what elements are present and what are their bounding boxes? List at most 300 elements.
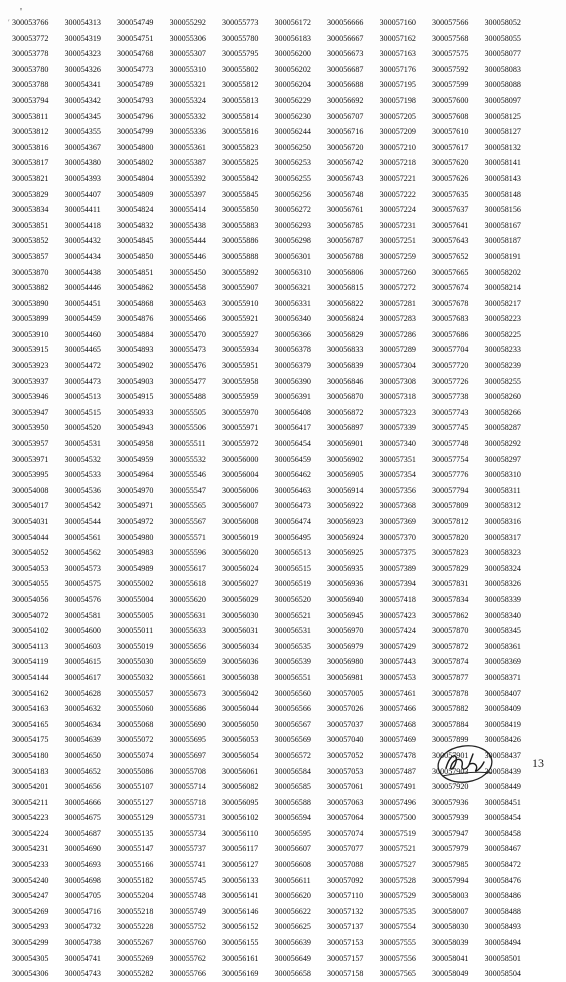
roll-number-cell: 300057575 — [432, 49, 469, 59]
roll-number-cell: 300055970 — [222, 407, 259, 417]
roll-number-cell: 300056117 — [222, 844, 259, 854]
roll-number-cell: 300055631 — [169, 610, 206, 620]
roll-number-cell: 300057491 — [379, 782, 416, 792]
roll-number-cell: 300056298 — [274, 236, 311, 246]
roll-number-cell: 300055697 — [169, 750, 206, 760]
roll-number-cell: 300055731 — [169, 813, 206, 823]
roll-number-cell: 300054617 — [64, 672, 101, 682]
roll-number-cell: 300057643 — [432, 236, 469, 246]
roll-number-cell: 300056102 — [222, 813, 259, 823]
roll-number-cell: 300055695 — [169, 735, 206, 745]
roll-number-cell: 300053772 — [12, 33, 49, 43]
roll-number-cell: 300057903 — [432, 766, 469, 776]
roll-number-cell: 300058287 — [484, 423, 521, 433]
roll-number-cell: 300057674 — [432, 283, 469, 293]
roll-number-cell: 300058187 — [484, 236, 521, 246]
roll-number-cell: 300054845 — [117, 236, 154, 246]
roll-number-cell: 300054233 — [12, 860, 49, 870]
roll-number-cell: 300057568 — [432, 33, 469, 43]
roll-number-cell: 300057037 — [327, 719, 364, 729]
roll-number-cell: 300057877 — [432, 672, 469, 682]
top-mark: ' — [20, 6, 22, 18]
roll-number-cell: 300056673 — [327, 49, 364, 59]
roll-number-cell: 300057224 — [379, 205, 416, 215]
roll-number-cell: 300056649 — [274, 953, 311, 963]
roll-number-cell: 300056761 — [327, 205, 364, 215]
roll-number-cell: 300054972 — [117, 517, 154, 526]
roll-number-cell: 300056019 — [222, 532, 259, 542]
roll-number-cell: 300056707 — [327, 111, 364, 121]
roll-number-cell: 300057251 — [379, 236, 416, 246]
roll-number-cell: 300057453 — [379, 672, 416, 682]
roll-number-cell: 300055959 — [222, 392, 259, 402]
roll-number-cell: 300058504 — [484, 969, 521, 979]
roll-number-cell: 300056331 — [274, 298, 311, 308]
roll-number-cell: 300056459 — [274, 454, 311, 464]
roll-number-cell: 300057478 — [379, 750, 416, 760]
roll-number-cell: 300055463 — [169, 298, 206, 308]
roll-number-cell: 300055446 — [169, 251, 206, 261]
roll-number-cell: 300057323 — [379, 407, 416, 417]
roll-number-cell: 300055690 — [169, 719, 206, 729]
roll-number-cell: 300058266 — [484, 407, 521, 417]
roll-number-cell: 300057222 — [379, 189, 416, 199]
roll-number-cell: 300057812 — [432, 517, 469, 526]
roll-number-cell: 300054180 — [12, 750, 49, 760]
roll-number-cell: 300058003 — [432, 891, 469, 901]
roll-number-cell: 300055571 — [169, 532, 206, 542]
roll-number-cell: 300057920 — [432, 782, 469, 792]
roll-number-cell: 300057468 — [379, 719, 416, 729]
roll-number-cell: 300054319 — [64, 33, 101, 43]
roll-number-cell: 300058132 — [484, 142, 521, 152]
roll-number-cell: 300057195 — [379, 80, 416, 90]
roll-number-cell: 300054876 — [117, 314, 154, 324]
roll-number-cell: 300055814 — [222, 111, 259, 121]
roll-number-cell: 300055004 — [117, 594, 154, 604]
roll-number-cell: 300056870 — [327, 392, 364, 402]
roll-number-cell: 300057874 — [432, 657, 469, 667]
roll-number-cell: 300054804 — [117, 173, 154, 183]
roll-number-cell: 300054959 — [117, 454, 154, 464]
roll-number-cell: 300055321 — [169, 80, 206, 90]
roll-number-cell: 300058202 — [484, 267, 521, 277]
roll-number-cell: 300056004 — [222, 470, 259, 480]
roll-number-cell: 300056905 — [327, 470, 364, 480]
roll-number-cell: 300055921 — [222, 314, 259, 324]
roll-number-cell: 300056256 — [274, 189, 311, 199]
roll-number-cell: 300056785 — [327, 220, 364, 230]
roll-number-cell: 300055361 — [169, 142, 206, 152]
roll-number-cell: 300057289 — [379, 345, 416, 355]
roll-number-cell: 300054451 — [64, 298, 101, 308]
roll-number-cell: 300057209 — [379, 127, 416, 137]
roll-number-cell: 300055307 — [169, 49, 206, 59]
roll-number-cell: 300054211 — [12, 797, 49, 807]
roll-number-cell: 300054536 — [64, 485, 101, 495]
roll-number-cell: 300055673 — [169, 688, 206, 698]
roll-number-cell: 300056463 — [274, 485, 311, 495]
roll-number-cell: 300054903 — [117, 376, 154, 386]
roll-number-cell: 300056901 — [327, 439, 364, 449]
roll-number-cell: 300055450 — [169, 267, 206, 277]
roll-number-cell: 300057210 — [379, 142, 416, 152]
roll-number-cell: 300058125 — [484, 111, 521, 121]
roll-number-cell: 300058371 — [484, 672, 521, 682]
roll-number-cell: 300054102 — [12, 626, 49, 636]
roll-number-cell: 300057556 — [379, 953, 416, 963]
roll-number-cell: 300057884 — [432, 719, 469, 729]
roll-number-cell: 300054052 — [12, 548, 49, 558]
roll-number-cell: 300055546 — [169, 470, 206, 480]
roll-number-cell: 300057566 — [432, 18, 469, 27]
roll-number-cell: 300057259 — [379, 251, 416, 261]
roll-number-cell: 300056391 — [274, 392, 311, 402]
roll-number-cell: 300056980 — [327, 657, 364, 667]
roll-number-cell: 300057686 — [432, 329, 469, 339]
roll-number-cell: 300054690 — [64, 844, 101, 854]
roll-number-cell: 300055002 — [117, 579, 154, 589]
roll-number-cell: 300054964 — [117, 470, 154, 480]
roll-number-cell: 300056922 — [327, 501, 364, 511]
roll-number-cell: 300056390 — [274, 376, 311, 386]
roll-number-cell: 300058439 — [484, 766, 521, 776]
roll-number-cell: 300054411 — [64, 205, 101, 215]
roll-number-cell: 300058041 — [432, 953, 469, 963]
roll-number-cell: 300057205 — [379, 111, 416, 121]
roll-number-cell: 300056495 — [274, 532, 311, 542]
roll-number-cell: 300055032 — [117, 672, 154, 682]
roll-number-cell: 300054055 — [12, 579, 49, 589]
roll-number-cell: 300053817 — [12, 158, 49, 168]
roll-number-cell: 300056588 — [274, 797, 311, 807]
roll-number-cell: 300057870 — [432, 626, 469, 636]
roll-number-cell: 300053971 — [12, 454, 49, 464]
roll-number-cell: 300055505 — [169, 407, 206, 417]
roll-number-cell: 300056029 — [222, 594, 259, 604]
roll-number-cell: 300054446 — [64, 283, 101, 293]
roll-number-cell: 300055958 — [222, 376, 259, 386]
roll-number-cell: 300057088 — [327, 860, 364, 870]
roll-number-cell: 300054562 — [64, 548, 101, 558]
roll-number-cell: 300054666 — [64, 797, 101, 807]
roll-number-cell: 300057823 — [432, 548, 469, 558]
roll-number-cell: 300056788 — [327, 251, 364, 261]
roll-number-cell: 300057592 — [432, 64, 469, 74]
roll-number-cell: 300057985 — [432, 860, 469, 870]
roll-number-cell: 300058214 — [484, 283, 521, 293]
roll-number-cell: 300055057 — [117, 688, 154, 698]
roll-number-cell: 300054031 — [12, 517, 49, 526]
roll-number-cell: 300055292 — [169, 18, 206, 27]
roll-number-cell: 300057519 — [379, 828, 416, 838]
roll-number-cell: 300055107 — [117, 782, 154, 792]
roll-number-cell: 300053778 — [12, 49, 49, 59]
roll-number-cell: 300055888 — [222, 251, 259, 261]
roll-number-cell: 300055414 — [169, 205, 206, 215]
roll-number-cell: 300056521 — [274, 610, 311, 620]
roll-number-cell: 300056204 — [274, 80, 311, 90]
roll-number-cell: 300058007 — [432, 906, 469, 916]
roll-number-cell: 300055620 — [169, 594, 206, 604]
roll-number-cell: 300054162 — [12, 688, 49, 698]
roll-number-cell: 300057829 — [432, 563, 469, 573]
roll-number-cell: 300053870 — [12, 267, 49, 277]
roll-number-cell: 300054053 — [12, 563, 49, 573]
roll-number-cell: 300055892 — [222, 267, 259, 277]
roll-number-cell: 300053766 — [12, 18, 49, 27]
roll-number-cell: 300056743 — [327, 173, 364, 183]
roll-number-cell: 300056082 — [222, 782, 259, 792]
roll-number-cell: 300055458 — [169, 283, 206, 293]
roll-number-cell: 300054515 — [64, 407, 101, 417]
roll-number-cell: 300054542 — [64, 501, 101, 511]
roll-number-cell: 300057608 — [432, 111, 469, 121]
roll-number-cell: 300057565 — [379, 969, 416, 979]
roll-number-cell: 300055129 — [117, 813, 154, 823]
roll-number-cell: 300057272 — [379, 283, 416, 293]
roll-number-cell: 300056229 — [274, 95, 311, 105]
roll-number-cell: 300055228 — [117, 922, 154, 932]
roll-number-cell: 300054675 — [64, 813, 101, 823]
roll-number-cell: 300053857 — [12, 251, 49, 261]
roll-number-cell: 300057351 — [379, 454, 416, 464]
roll-number-cell: 300054615 — [64, 657, 101, 667]
roll-number-cell: 300056846 — [327, 376, 364, 386]
roll-number-cell: 300057535 — [379, 906, 416, 916]
roll-number-cell: 300055907 — [222, 283, 259, 293]
roll-number-cell: 300054393 — [64, 173, 101, 183]
roll-number-cell: 300058049 — [432, 969, 469, 979]
roll-number-cell: 300054183 — [12, 766, 49, 776]
roll-number-cell: 300057726 — [432, 376, 469, 386]
roll-number-cell: 300058167 — [484, 220, 521, 230]
roll-number-cell: 300056658 — [274, 969, 311, 979]
roll-number-cell: 300056462 — [274, 470, 311, 480]
roll-number-cell: 300054531 — [64, 439, 101, 449]
roll-number-cell: 300056024 — [222, 563, 259, 573]
roll-number-cell: 300055813 — [222, 95, 259, 105]
roll-number-cell: 300054773 — [117, 64, 154, 74]
roll-number-cell: 300054650 — [64, 750, 101, 760]
roll-number-cell: 300057218 — [379, 158, 416, 168]
roll-number-cell: 300055476 — [169, 361, 206, 371]
roll-number-cell: 300057469 — [379, 735, 416, 745]
roll-number-cell: 300057375 — [379, 548, 416, 558]
roll-number-cell: 300055565 — [169, 501, 206, 511]
roll-number-cell: 300057882 — [432, 704, 469, 714]
roll-number-cell: 300058088 — [484, 80, 521, 90]
roll-number-cell: 300058127 — [484, 127, 521, 137]
roll-number-cell: 300055324 — [169, 95, 206, 105]
roll-number-cell: 300057617 — [432, 142, 469, 152]
roll-number-cell: 300058486 — [484, 891, 521, 901]
roll-number-cell: 300056806 — [327, 267, 364, 277]
roll-number-cell: 300054017 — [12, 501, 49, 511]
roll-number-cell: 300057521 — [379, 844, 416, 854]
roll-number-cell: 300056787 — [327, 236, 364, 246]
roll-number-cell: 300057487 — [379, 766, 416, 776]
roll-number-cell: 300058310 — [484, 470, 521, 480]
roll-number-cell: 300058458 — [484, 828, 521, 838]
roll-number-cell: 300058077 — [484, 49, 521, 59]
roll-number-cell: 300058311 — [484, 485, 521, 495]
roll-number-cell: 300055282 — [117, 969, 154, 979]
roll-number-cell: 300057153 — [327, 938, 364, 948]
roll-number-cell: 300054144 — [12, 672, 49, 682]
roll-number-cell: 300053995 — [12, 470, 49, 480]
roll-number-cell: 300055030 — [117, 657, 154, 667]
roll-number-cell: 300056945 — [327, 610, 364, 620]
roll-number-cell: 300053947 — [12, 407, 49, 417]
roll-number-cell: 300055332 — [169, 111, 206, 121]
roll-number-cell: 300056321 — [274, 283, 311, 293]
roll-number-cell: 300054231 — [12, 844, 49, 854]
roll-number-cell: 300055086 — [117, 766, 154, 776]
roll-number-cell: 300053882 — [12, 283, 49, 293]
roll-number-cell: 300054465 — [64, 345, 101, 355]
roll-number-cell: 300056620 — [274, 891, 311, 901]
roll-number-cell: 300054600 — [64, 626, 101, 636]
roll-number-cell: 300053950 — [12, 423, 49, 433]
roll-number-cell: 300054306 — [12, 969, 49, 979]
roll-number-cell: 300054342 — [64, 95, 101, 105]
roll-number-cell: 300054716 — [64, 906, 101, 916]
roll-number-cell: 300053923 — [12, 361, 49, 371]
roll-number-cell: 300054824 — [117, 205, 154, 215]
roll-number-cell: 300057994 — [432, 875, 469, 885]
roll-number-cell: 300058260 — [484, 392, 521, 402]
roll-number-cell: 300056935 — [327, 563, 364, 573]
roll-number-cell: 300055802 — [222, 64, 259, 74]
roll-number-cell: 300055477 — [169, 376, 206, 386]
roll-number-cell: 300054240 — [12, 875, 49, 885]
roll-number-cell: 300055019 — [117, 641, 154, 651]
roll-number-cell: 300056408 — [274, 407, 311, 417]
roll-number-cell: 300054652 — [64, 766, 101, 776]
roll-number-cell: 300056839 — [327, 361, 364, 371]
roll-number-cell: 300054269 — [12, 906, 49, 916]
roll-number-cell: 300055718 — [169, 797, 206, 807]
roll-number-cell: 300058409 — [484, 704, 521, 714]
roll-number-cell: 300055444 — [169, 236, 206, 246]
roll-number-cell: 300058454 — [484, 813, 521, 823]
roll-number-cell: 300057163 — [379, 49, 416, 59]
roll-number-cell: 300057369 — [379, 517, 416, 526]
roll-number-cell: 300055306 — [169, 33, 206, 43]
roll-number-cell: 300056031 — [222, 626, 259, 636]
roll-number-cell: 300058407 — [484, 688, 521, 698]
roll-number-cell: 300057809 — [432, 501, 469, 511]
roll-number-cell: 300056054 — [222, 750, 259, 760]
roll-number-cell: 300057304 — [379, 361, 416, 371]
roll-number-cell: 300055780 — [222, 33, 259, 43]
roll-number-cell: 300057074 — [327, 828, 364, 838]
roll-number-cell: 300054698 — [64, 875, 101, 885]
roll-number-cell: 300056379 — [274, 361, 311, 371]
roll-number-cell: 300054573 — [64, 563, 101, 573]
roll-number-cell: 300054802 — [117, 158, 154, 168]
roll-number-cell: 300056340 — [274, 314, 311, 324]
roll-number-cell: 300055886 — [222, 236, 259, 246]
roll-number-cell: 300054113 — [12, 641, 49, 651]
roll-number-cell: 300054850 — [117, 251, 154, 261]
roll-number-cell: 300056584 — [274, 766, 311, 776]
roll-number-cell: 300054989 — [117, 563, 154, 573]
roll-number-cell: 300054044 — [12, 532, 49, 542]
roll-number-cell: 300057318 — [379, 392, 416, 402]
roll-number-cell: 300055466 — [169, 314, 206, 324]
roll-number-cell: 300054201 — [12, 782, 49, 792]
roll-number-cell: 300057394 — [379, 579, 416, 589]
roll-number-cell: 300057641 — [432, 220, 469, 230]
roll-number-cell: 300056301 — [274, 251, 311, 261]
roll-number-cell: 300056000 — [222, 454, 259, 464]
roll-number-cell: 300058217 — [484, 298, 521, 308]
roll-number-cell: 300057040 — [327, 735, 364, 745]
roll-number-cell: 300056152 — [222, 922, 259, 932]
roll-number-cell: 300058467 — [484, 844, 521, 854]
roll-number-cell: 300054971 — [117, 501, 154, 511]
roll-number-cell: 300056925 — [327, 548, 364, 558]
roll-number-cell: 300056127 — [222, 860, 259, 870]
roll-number-cell: 300056539 — [274, 657, 311, 667]
roll-number-cell: 300057132 — [327, 906, 364, 916]
roll-number-cell: 300058361 — [484, 641, 521, 651]
roll-number-cell: 300055633 — [169, 626, 206, 636]
roll-number-cell: 300054639 — [64, 735, 101, 745]
roll-number-cell: 300058292 — [484, 439, 521, 449]
roll-number-cell: 300053811 — [12, 111, 49, 121]
roll-number-cell: 300056244 — [274, 127, 311, 137]
roll-number-cell: 300057743 — [432, 407, 469, 417]
roll-number-cell: 300057720 — [432, 361, 469, 371]
roll-number-cell: 300054851 — [117, 267, 154, 277]
roll-number-cell: 300056172 — [274, 18, 311, 27]
roll-number-cell: 300058437 — [484, 750, 521, 760]
roll-number-cell: 300054407 — [64, 189, 101, 199]
roll-number-cell: 300057831 — [432, 579, 469, 589]
roll-number-cell: 300054345 — [64, 111, 101, 121]
roll-number-cell: 300054799 — [117, 127, 154, 137]
roll-number-cell: 300056979 — [327, 641, 364, 651]
roll-number-cell: 300056006 — [222, 485, 259, 495]
roll-number-cell: 300056146 — [222, 906, 259, 916]
roll-number-cell: 300057862 — [432, 610, 469, 620]
roll-number-cell: 300054299 — [12, 938, 49, 948]
roll-number-cell: 300054341 — [64, 80, 101, 90]
roll-number-cell: 300057281 — [379, 298, 416, 308]
roll-number-cell: 300057901 — [432, 750, 469, 760]
roll-number-cell: 300056095 — [222, 797, 259, 807]
roll-number-cell: 300057461 — [379, 688, 416, 698]
roll-number-cell: 300055506 — [169, 423, 206, 433]
roll-number-cell: 300058316 — [484, 517, 521, 526]
roll-number-cell: 300057637 — [432, 205, 469, 215]
roll-number-cell: 300056622 — [274, 906, 311, 916]
roll-number-cell: 300055661 — [169, 672, 206, 682]
roll-number-cell: 300056902 — [327, 454, 364, 464]
roll-number-cell: 300054544 — [64, 517, 101, 526]
roll-number-cell: 300057308 — [379, 376, 416, 386]
roll-number-cell: 300054832 — [117, 220, 154, 230]
roll-number-cell: 300055618 — [169, 579, 206, 589]
roll-number-cell: 300055617 — [169, 563, 206, 573]
roll-number-cell: 300054958 — [117, 439, 154, 449]
roll-number-cell: 300055147 — [117, 844, 154, 854]
roll-number-cell: 300054634 — [64, 719, 101, 729]
roll-number-cell: 300054862 — [117, 283, 154, 293]
